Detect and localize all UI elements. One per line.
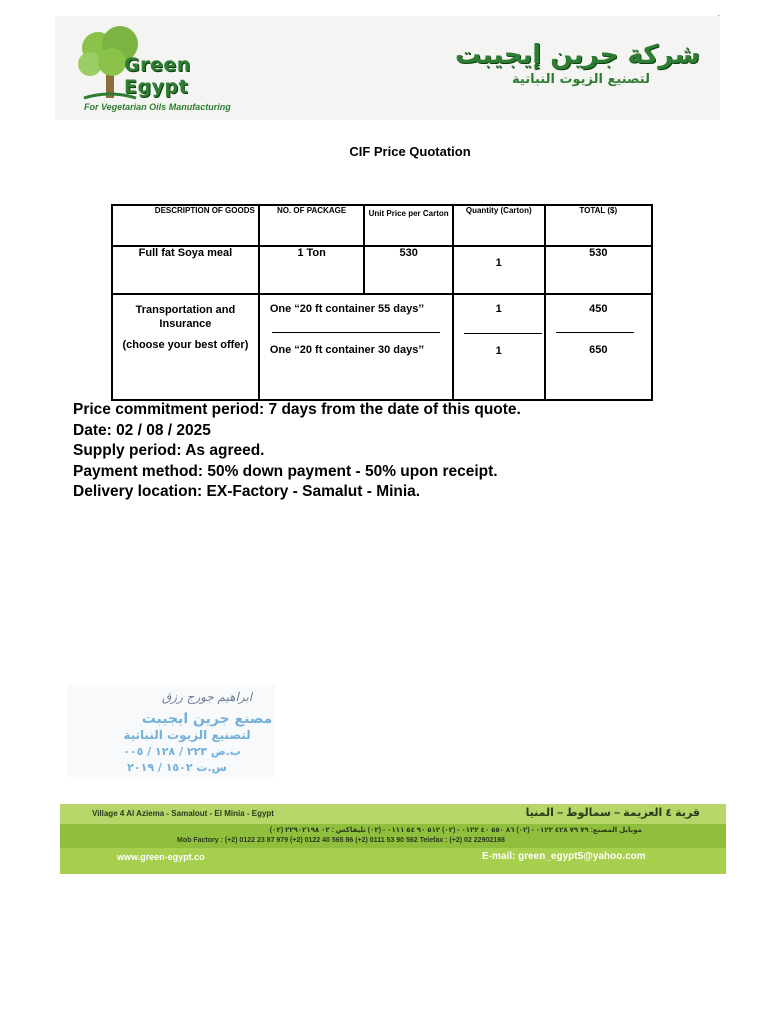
row1-description: Full fat Soya meal (112, 246, 259, 294)
svg-text:ابراهيم جورج رزق: ابراهيم جورج رزق (161, 690, 253, 704)
logo-word-green: Green (124, 54, 191, 76)
quotation-table (111, 204, 653, 401)
svg-text:لتصنيع الزيوت النباتية: لتصنيع الزيوت النباتية (123, 728, 251, 742)
footer-phones-en: Mob Factory : (+2) 0122 23 87 979 (+2) 0122 40 565 86 (+2) 0111 53 90 562 Telefax : (+2) 02 22902198 (177, 837, 505, 844)
header-description: DESCRIPTION OF GOODS (112, 205, 259, 246)
row2-qty2: 1 (495, 345, 502, 357)
footer-email: E-mail: green_egypt5@yahoo.com (482, 851, 646, 862)
row2-description-line1: Transportation and Insurance (135, 304, 236, 330)
footer-address-en: Village 4 Al Aziema - Samalout - El Minia - Egypt (92, 809, 274, 818)
arabic-company-subtitle: لتصنيع الزيوت النباتية (512, 72, 650, 87)
row2-total2: 650 (589, 344, 608, 356)
row2-qty1: 1 (495, 303, 502, 315)
svg-text:ب.ض ٢٢٣ / ١٢٨ / ٠٠٥: ب.ض ٢٢٣ / ١٢٨ / ٠٠٥ (123, 745, 241, 758)
row2-quantity (453, 294, 545, 400)
company-logo (76, 24, 266, 116)
header-total: TOTAL ($) (545, 205, 652, 246)
term-date: Date: 02 / 08 / 2025 (73, 421, 211, 439)
row2-options (259, 294, 453, 400)
total-divider (556, 332, 634, 333)
header-quantity: Quantity (Carton) (453, 205, 545, 246)
footer-website: www.green-egypt.co (117, 852, 205, 862)
row2-description (112, 294, 259, 400)
footer-phones-ar: موبايل المصنع: ٧٩ ٧٩ ٤٢٨ ٠١٢٢ - (٠٢) ٨٦ ٥٥٠ ٤٠ ٠١٢٢ - (٠٢) ٥١٢ ٩٠ ٥٤ ٠١١١ - (٠٢) تليفاكس : ٠٢ ٢٢٩٠٢١٩٨ (٠٢) (269, 827, 642, 834)
footer-address-ar: قرية ٤ العزيمة – سمالوط – المنيا (525, 807, 700, 819)
svg-text:س.ت ١٥٠٢ / ٢٠١٩: س.ت ١٥٠٢ / ٢٠١٩ (127, 761, 227, 774)
row1-total: 530 (545, 246, 652, 294)
row2-total1: 450 (589, 303, 608, 315)
term-payment: Payment method: 50% down payment - 50% upon receipt. (73, 462, 498, 480)
document-title: CIF Price Quotation (349, 144, 471, 159)
row2-description-line2: (choose your best offer) (122, 339, 249, 351)
logo-tagline: For Vegetarian Oils Manufacturing (84, 102, 231, 112)
arabic-company-name: شركة جرين إيجيبت (455, 40, 700, 70)
term-supply: Supply period: As agreed. (73, 442, 265, 459)
quotation-terms (73, 400, 521, 503)
term-delivery: Delivery location: EX-Factory - Samalut - Minia. (73, 483, 421, 500)
row1-unit-price: 530 (364, 246, 453, 294)
letterhead-footer (60, 804, 726, 874)
table-row (112, 294, 652, 400)
row1-package: 1 Ton (259, 246, 365, 294)
row1-quantity: 1 (453, 246, 545, 294)
row2-option2: One “20 ft container 30 days’’ (269, 344, 425, 356)
logo-word-egypt: Egypt (124, 76, 189, 98)
header-unit-price: Unit Price per Carton (364, 205, 453, 246)
company-stamp-signature (67, 685, 275, 777)
row2-option1: One “20 ft container 55 days’’ (269, 303, 425, 315)
header-package: NO. OF PACKAGE (259, 205, 365, 246)
term-commitment: Price commitment period: 7 days from the date of this quote. (73, 401, 521, 418)
qty-divider (464, 333, 542, 334)
table-header-row (112, 205, 652, 246)
table-row (112, 246, 652, 294)
option-divider (272, 332, 440, 333)
svg-text:مصنع جرين ايجيبت: مصنع جرين ايجيبت (141, 711, 273, 727)
row2-total (545, 294, 652, 400)
